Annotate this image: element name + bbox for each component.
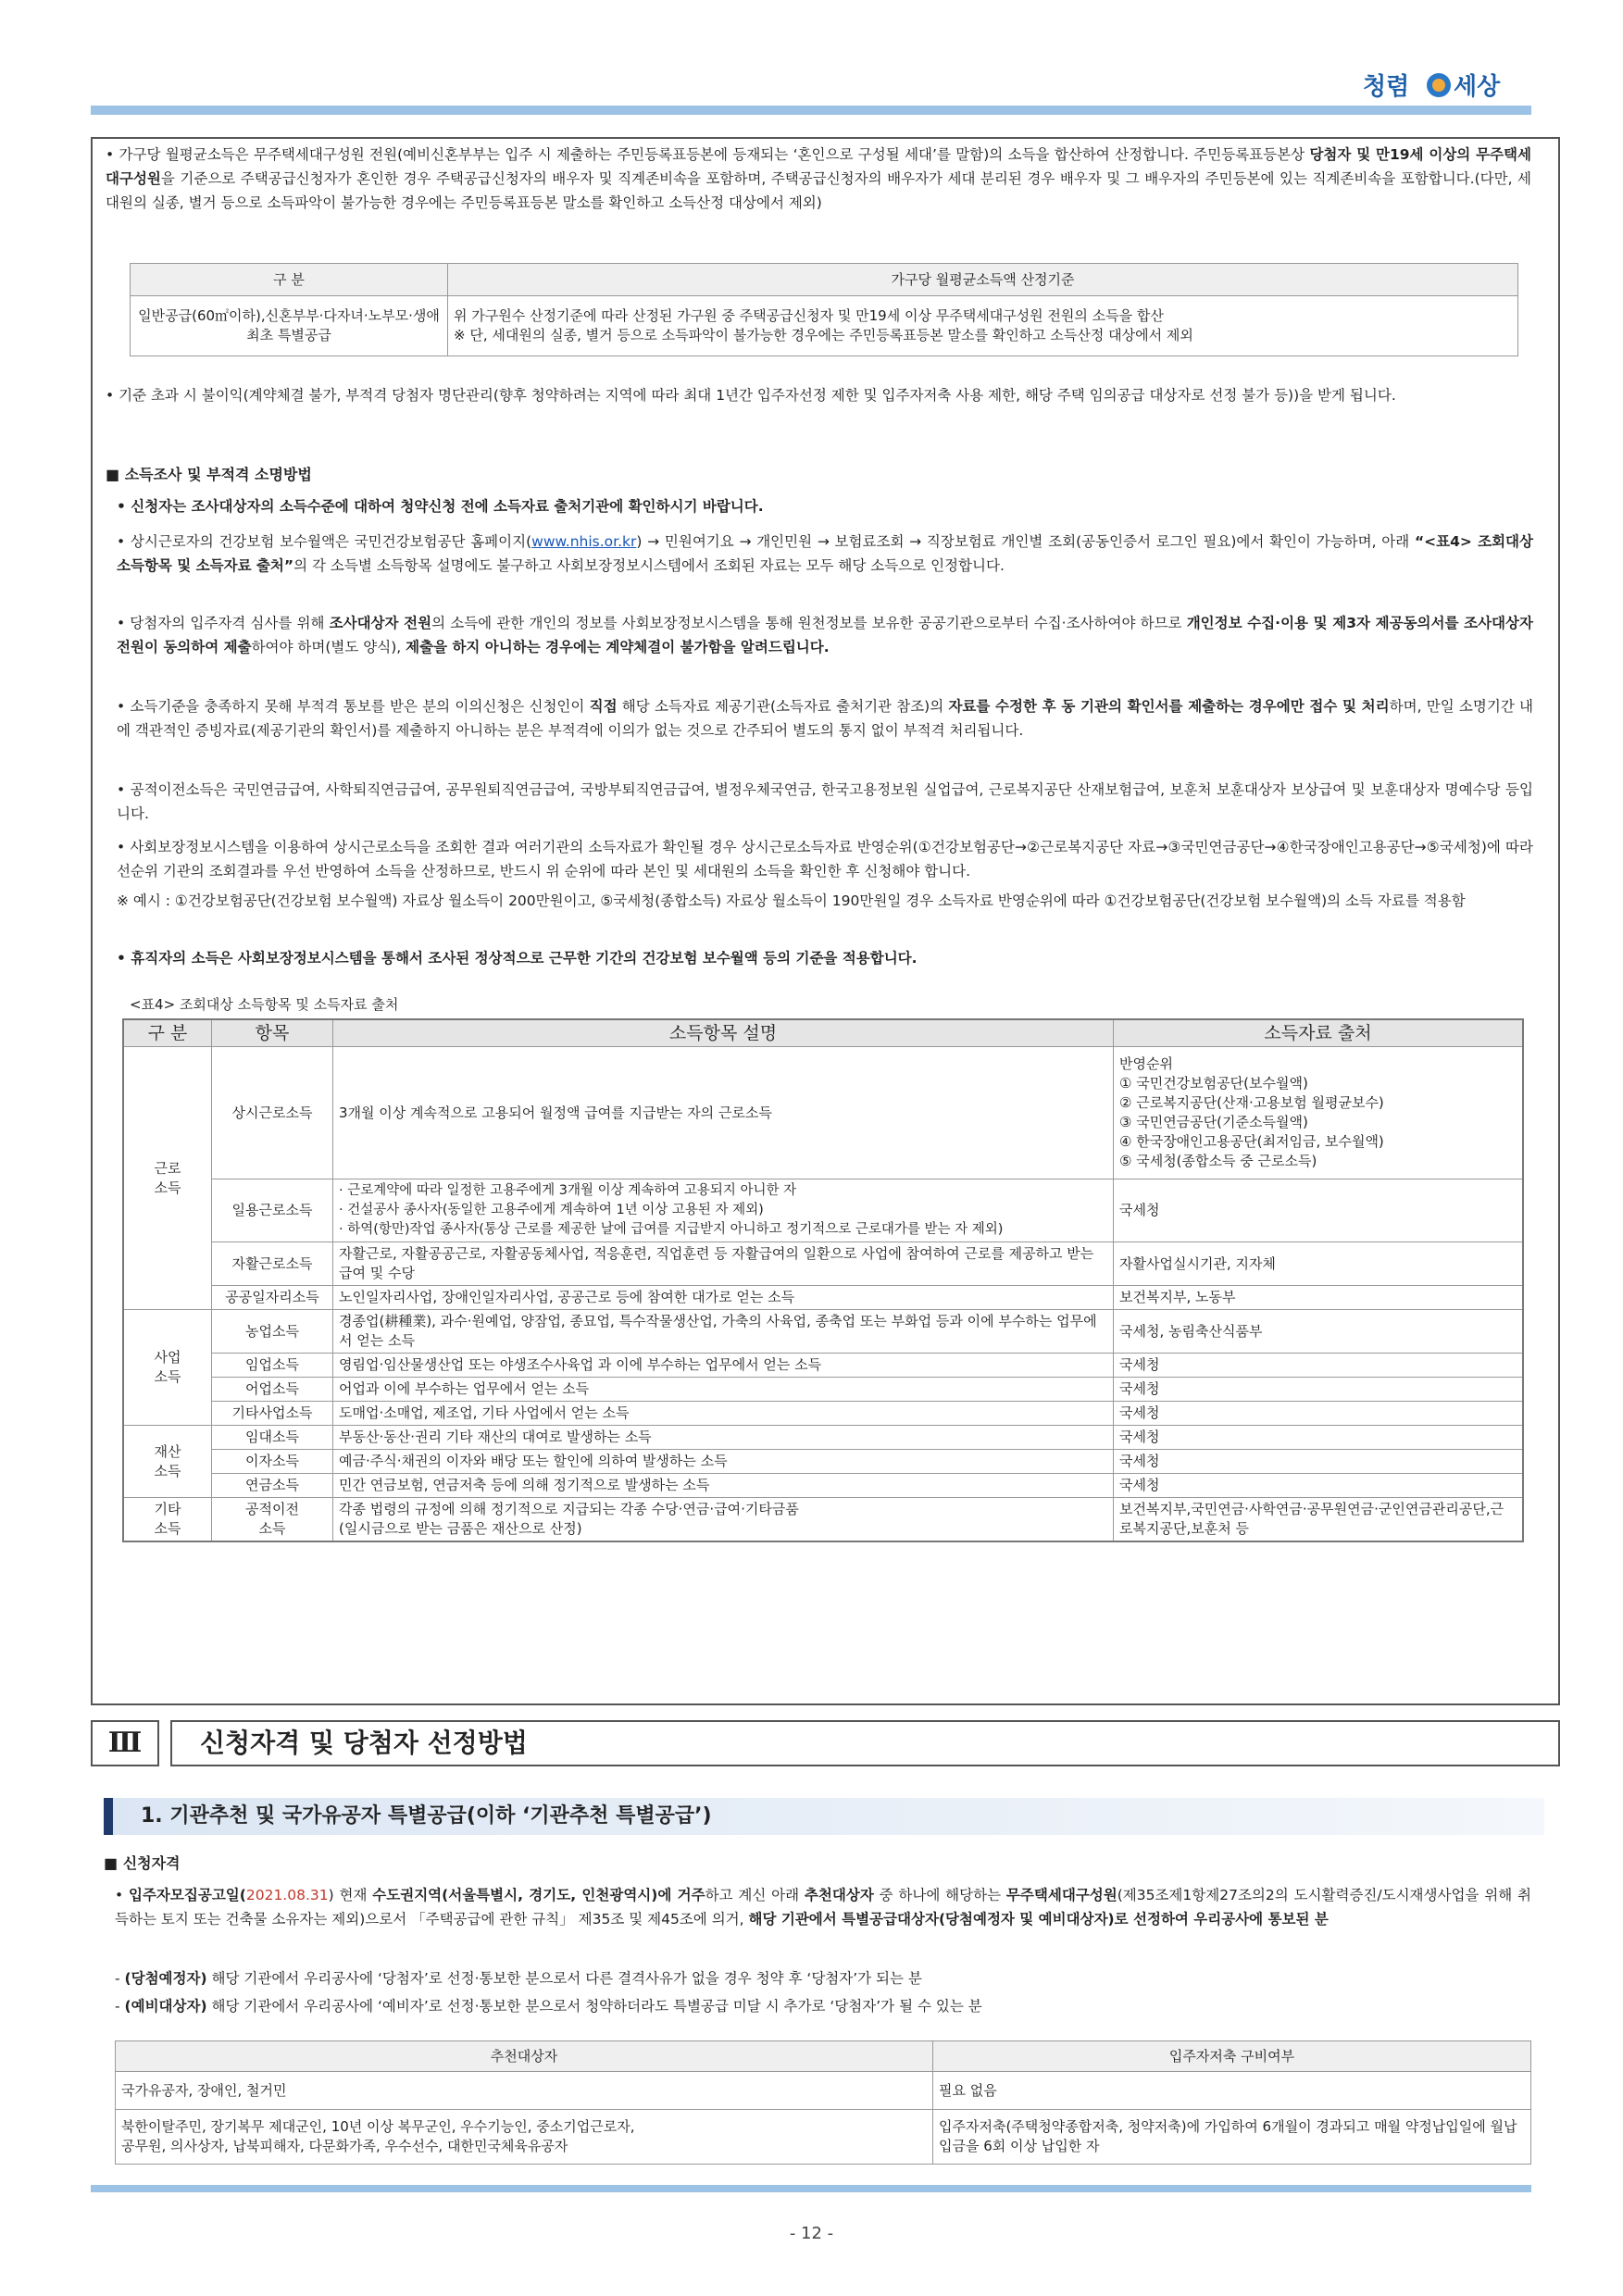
table4-caption: <표4> 조회대상 소득항목 및 소득자료 출처 — [130, 996, 399, 1013]
row-source: 보건복지부, 노동부 — [1114, 1286, 1524, 1310]
svg-text:세상: 세상 — [1454, 73, 1501, 101]
row-source: 국세청 — [1114, 1426, 1524, 1450]
income-check-bullet-5: • 공적이전소득은 국민연금급여, 사학퇴직연금급여, 공무원퇴직연금급여, 국방부퇴직연금급여, 별정우체국연금, 한국고용정보원 실업급여, 근로복지공단 산재보험급여, 보훈처 보훈대상자 보상급여 및 보훈대상자 명예수당 등입니다. — [117, 781, 1533, 822]
row-item: 상시근로소득 — [212, 1047, 333, 1179]
table3-header-savings: 입주자저축 구비여부 — [933, 2041, 1531, 2072]
row-target: 국가유공자, 장애인, 철거민 — [116, 2072, 933, 2110]
income-check-bullet-6: • 사회보장정보시스템을 이용하여 상시근로소득을 조회한 결과 여러기관의 소득자료가 확인될 경우 상시근로소득자료 반영순위(①건강보험공단→②근로복지공단 자료→③국민연금공단→④한국장애인고용공단→⑤국세청)에 따라 선순위 기관의 조회결과를 우선 반영하여 소득을 산정하므로, 반드시 위 순위에 따라 본인 및 세대원의 소득을 확인한 후 신청해야 합니다. — [117, 839, 1533, 880]
table4-header-category: 구 분 — [123, 1019, 212, 1047]
row-target: 북한이탈주민, 장기복무 제대군인, 10년 이상 복무군인, 우수기능인, 중소기업근로자, 공무원, 의사상자, 납북피해자, 다문화가족, 우수선수, 대한민국체육유공자 — [116, 2110, 933, 2165]
table-row — [116, 2072, 1531, 2110]
income-info-box — [91, 137, 1560, 1705]
row-source: 보건복지부,국민연금·사학연금·공무원연금·군인연금관리공단,근로복지공단,보훈처 등 — [1114, 1498, 1524, 1542]
page-number: - 12 - — [789, 2224, 834, 2243]
section-numeral: Ⅲ — [91, 1720, 159, 1766]
table1-criteria-line2: ※ 단, 세대원의 실종, 별거 등으로 소득파악이 불가능한 경우에는 주민등록표등본 말소를 확인하고 소득산정 대상에서 제외 — [454, 327, 1193, 343]
income-source-table — [122, 1018, 1524, 1542]
cheongryeom-logo — [1361, 61, 1509, 106]
row-source: 국세청 — [1114, 1179, 1524, 1242]
top-accent-bar — [91, 106, 1531, 115]
row-description: 경종업(耕種業), 과수·원예업, 양잠업, 종묘업, 특수작물생산업, 가축의 사육업, 종축업 또는 부화업 등과 이에 부수하는 업무에서 얻는 소득 — [333, 1310, 1114, 1354]
row-source: 국세청 — [1114, 1450, 1524, 1474]
svg-text:청렴: 청렴 — [1363, 73, 1410, 101]
announcement-date: 2021.08.31 — [245, 1887, 329, 1903]
table-row — [123, 1450, 1523, 1474]
row-item: 어업소득 — [212, 1378, 333, 1402]
row-item: 연금소득 — [212, 1474, 333, 1498]
row-item: 임대소득 — [212, 1426, 333, 1450]
row-source: 자활사업실시기관, 지자체 — [1114, 1242, 1524, 1286]
row-description: 자활근로, 자활공공근로, 자활공동체사업, 적응훈련, 직업훈련 등 자활급여의 일환으로 사업에 참여하여 근로를 제공하고 받는 급여 및 수당 — [333, 1242, 1114, 1286]
table-row — [116, 2110, 1531, 2165]
group-labor-income: 근로 소득 — [123, 1047, 212, 1310]
table-row — [123, 1402, 1523, 1426]
row-description: 3개월 이상 계속적으로 고용되어 월정액 급여를 지급받는 자의 근로소득 — [333, 1047, 1114, 1179]
table4-header-source: 소득자료 출처 — [1114, 1019, 1524, 1047]
table-row — [123, 1378, 1523, 1402]
row-description: 노인일자리사업, 장애인일자리사업, 공공근로 등에 참여한 대가로 얻는 소득 — [333, 1286, 1114, 1310]
eligibility-heading: ■ 신청자격 — [104, 1854, 181, 1872]
table-row — [123, 1179, 1523, 1242]
row-description: · 근로계약에 따라 일정한 고용주에게 3개월 이상 계속하여 고용되지 아니한 자 · 건설공사 종사자(동일한 고용주에게 계속하여 1년 이상 고용된 자 제외) · 하역(항만)작업 종사자(통상 근로를 제공한 날에 급여를 지급받지 아니하고 정기적으로 근로대가를 받는 자 제외) — [333, 1179, 1114, 1242]
row-item: 기타사업소득 — [212, 1402, 333, 1426]
income-check-bullet-2: • 상시근로자의 건강보험 보수월액은 국민건강보험공단 홈페이지(www.nhis.or.kr) → 민원여기요 → 개인민원 → 보험료조회 → 직장보험료 개인별 조회(공동인증서 로그인 필요)에서 확인이 가능하며, 아래 “<표4> 조회대상 소득항목 및 소득자료 출처”의 각 소득별 소득항목 설명에도 불구하고 사회보장정보시스템에서 조회된 자료는 모두 해당 소득으로 인정합니다. — [117, 533, 1533, 574]
row-description: 영림업·임산물생산업 또는 야생조수사육업 과 이에 부수하는 업무에서 얻는 소득 — [333, 1354, 1114, 1378]
group-property-income: 재산 소득 — [123, 1426, 212, 1498]
section-title: 신청자격 및 당첨자 선정방법 — [170, 1720, 1560, 1766]
row-source: 국세청, 농림축산식품부 — [1114, 1310, 1524, 1354]
row-description: 도매업·소매업, 제조업, 기타 사업에서 얻는 소득 — [333, 1402, 1114, 1426]
table1-header-criteria: 가구당 월평균소득액 산정기준 — [448, 264, 1518, 296]
row-item: 임업소득 — [212, 1354, 333, 1378]
group-other-income: 기타 소득 — [123, 1498, 212, 1542]
table1-row-criteria — [448, 296, 1518, 356]
eligibility-paragraph: • 입주자모집공고일(2021.08.31) 현재 수도권지역(서울특별시, 경기도, 인천광역시)에 거주하고 계신 아래 추천대상자 중 하나에 해당하는 무주택세대구성원(제35조제1항제27조의2의 도시활력증진/도시재생사업을 위해 취득하는 토지 또는 건축물 소유자는 제외)으로서 「주택공급에 관한 규칙」 제35조 및 제45조에 의거, 해당 기관에서 특별공급대상자(당첨예정자 및 예비대상자)로 선정하여 우리공사에 통보된 분 — [115, 1887, 1532, 1928]
row-description: 각종 법령의 규정에 의해 정기적으로 지급되는 각종 수당·연금·급여·기타금품 (일시금으로 받는 금품은 재산으로 산정) — [333, 1498, 1114, 1542]
row-description: 어업과 이에 부수하는 업무에서 얻는 소득 — [333, 1378, 1114, 1402]
row-description: 민간 연금보험, 연금저축 등에 의해 정기적으로 발생하는 소득 — [333, 1474, 1114, 1498]
expected-winner-definition: - (당첨예정자) 해당 기관에서 우리공사에 ‘당첨자’로 선정·통보한 분으로서 다른 결격사유가 없을 경우 청약 후 ‘당첨자’가 되는 분 — [115, 1970, 922, 1987]
row-source: 국세청 — [1114, 1354, 1524, 1378]
row-source: 국세청 — [1114, 1474, 1524, 1498]
table1-criteria-line1: 위 가구원수 산정기준에 따라 산정된 가구원 중 주택공급신청자 및 만19세 이상 무주택세대구성원 전원의 소득을 합산 — [454, 307, 1164, 324]
row-source: 국세청 — [1114, 1378, 1524, 1402]
row-source: 반영순위 ① 국민건강보험공단(보수월액) ② 근로복지공단(산재·고용보험 월평균보수) ③ 국민연금공단(기준소득월액) ④ 한국장애인고용공단(최저임금, 보수월액) ⑤ 국세청(종합소득 중 근로소득) — [1114, 1047, 1524, 1179]
row-item: 공적이전 소득 — [212, 1498, 333, 1542]
row-description: 부동산·동산·권리 기타 재산의 대여로 발생하는 소득 — [333, 1426, 1114, 1450]
income-check-bullet-1: • 신청자는 조사대상자의 소득수준에 대하여 청약신청 전에 소득자료 출처기관에 확인하시기 바랍니다. — [117, 498, 764, 515]
table-row — [123, 1426, 1523, 1450]
table-row — [123, 1242, 1523, 1286]
row-description: 예금·주식·채권의 이자와 배당 또는 할인에 의하여 발생하는 소득 — [333, 1450, 1114, 1474]
table-row — [123, 1354, 1523, 1378]
table4-header-item: 항목 — [212, 1019, 333, 1047]
row-savings: 입주자저축(주택청약종합저축, 청약저축)에 가입하여 6개월이 경과되고 매월 약정납입일에 월납입금을 6회 이상 납입한 자 — [933, 2110, 1531, 2165]
nhis-link[interactable]: www.nhis.or.kr — [531, 533, 637, 550]
table3-header-target: 추천대상자 — [116, 2041, 933, 2072]
reserve-candidate-definition: - (예비대상자) 해당 기관에서 우리공사에 ‘예비자’로 선정·통보한 분으로서 청약하더라도 특별공급 미달 시 추가로 ‘당첨자’가 될 수 있는 분 — [115, 1998, 982, 2015]
row-savings: 필요 없음 — [933, 2072, 1531, 2110]
table-row — [123, 1310, 1523, 1354]
table-row — [123, 1047, 1523, 1179]
table-row — [123, 1498, 1523, 1542]
row-item: 이자소득 — [212, 1450, 333, 1474]
table-row — [123, 1286, 1523, 1310]
row-source: 국세청 — [1114, 1402, 1524, 1426]
row-item: 공공일자리소득 — [212, 1286, 333, 1310]
over-standard-penalty-paragraph: • 기준 초과 시 불이익(계약체결 불가, 부적격 당첨자 명단관리(향후 청약하려는 지역에 따라 최대 1년간 입주자선정 제한 및 입주자저축 사용 제한, 해당 주택 임의공급 대상자로 선정 불가 등))을 받게 됩니다. — [106, 387, 1396, 404]
table1-header-category: 구 분 — [131, 264, 448, 296]
group-business-income: 사업 소득 — [123, 1310, 212, 1426]
subsection-title: 1. 기관추천 및 국가유공자 특별공급(이하 ‘기관추천 특별공급’) — [104, 1798, 1544, 1835]
income-check-bullet-3: • 당첨자의 입주자격 심사를 위해 조사대상자 전원의 소득에 관한 개인의 정보를 사회보장정보시스템을 통해 원천정보를 보유한 공공기관으로부터 수집·조사하여야 하므로 개인정보 수집·이용 및 제3자 제공동의서를 조사대상자 전원이 동의하여 제출하여야 하며(별도 양식), 제출을 하지 아니하는 경우에는 계약체결이 불가함을 알려드립니다. — [117, 615, 1533, 655]
income-check-note: ※ 예시 : ①건강보험공단(건강보험 보수월액) 자료상 월소득이 200만원이고, ⑤국세청(종합소득) 자료상 월소득이 190만원일 경우 소득자료 반영순위에 따라 ①건강보험공단(건강보험 보수월액)의 소득 자료를 적용함 — [117, 892, 1466, 909]
row-item: 농업소득 — [212, 1310, 333, 1354]
table4-header-description: 소득항목 설명 — [333, 1019, 1114, 1047]
recommendation-target-table — [115, 2040, 1531, 2165]
income-check-bullet-4: • 소득기준을 충족하지 못해 부적격 통보를 받은 분의 이의신청은 신청인이 직접 해당 소득자료 제공기관(소득자료 출처기관 참조)의 자료를 수정한 후 동 기관의 확인서를 제출하는 경우에만 접수 및 처리하며, 만일 소명기간 내에 객관적인 증빙자료(제공기관의 확인서)를 제출하지 아니하는 분은 부적격에 이의가 없는 것으로 간주되어 별도의 통지 없이 부적격 처리됩니다. — [117, 698, 1534, 739]
income-definition-paragraph: • 가구당 월평균소득은 무주택세대구성원 전원(예비신혼부부는 입주 시 제출하는 주민등록표등본에 등재되는 ‘혼인으로 구성될 세대’를 말함)의 소득을 합산하여 산정합니다. 주민등록표등본상 당첨자 및 만19세 이상의 무주택세대구성원을 기준으로 주택공급신청자가 혼인한 경우 주택공급신청자의 배우자 및 직계존비속을 포함하며, 주택공급신청자의 배우자가 세대 분리된 경우 배우자 및 그 배우자의 주민등본에 있는 직계존비속을 포함합니다.(다만, 세대원의 실종, 별거 등으로 소득파악이 불가능한 경우에는 주민등록표등본 말소를 확인하고 소득산정 대상에서 제외) — [106, 146, 1531, 211]
row-item: 자활근로소득 — [212, 1242, 333, 1286]
income-check-heading: ■ 소득조사 및 부적격 소명방법 — [106, 466, 312, 483]
income-check-bullet-7: • 휴직자의 소득은 사회보장정보시스템을 통해서 조사된 정상적으로 근무한 기간의 건강보험 보수월액 등의 기준을 적용합니다. — [117, 950, 918, 967]
income-criteria-table — [130, 263, 1518, 356]
section-3-header — [91, 1720, 1560, 1766]
row-item: 일용근로소득 — [212, 1179, 333, 1242]
table1-row-category: 일반공급(60㎡이하),신혼부부·다자녀·노부모·생애최초 특별공급 — [131, 296, 448, 356]
table-row — [123, 1474, 1523, 1498]
bottom-accent-bar — [91, 2185, 1531, 2192]
